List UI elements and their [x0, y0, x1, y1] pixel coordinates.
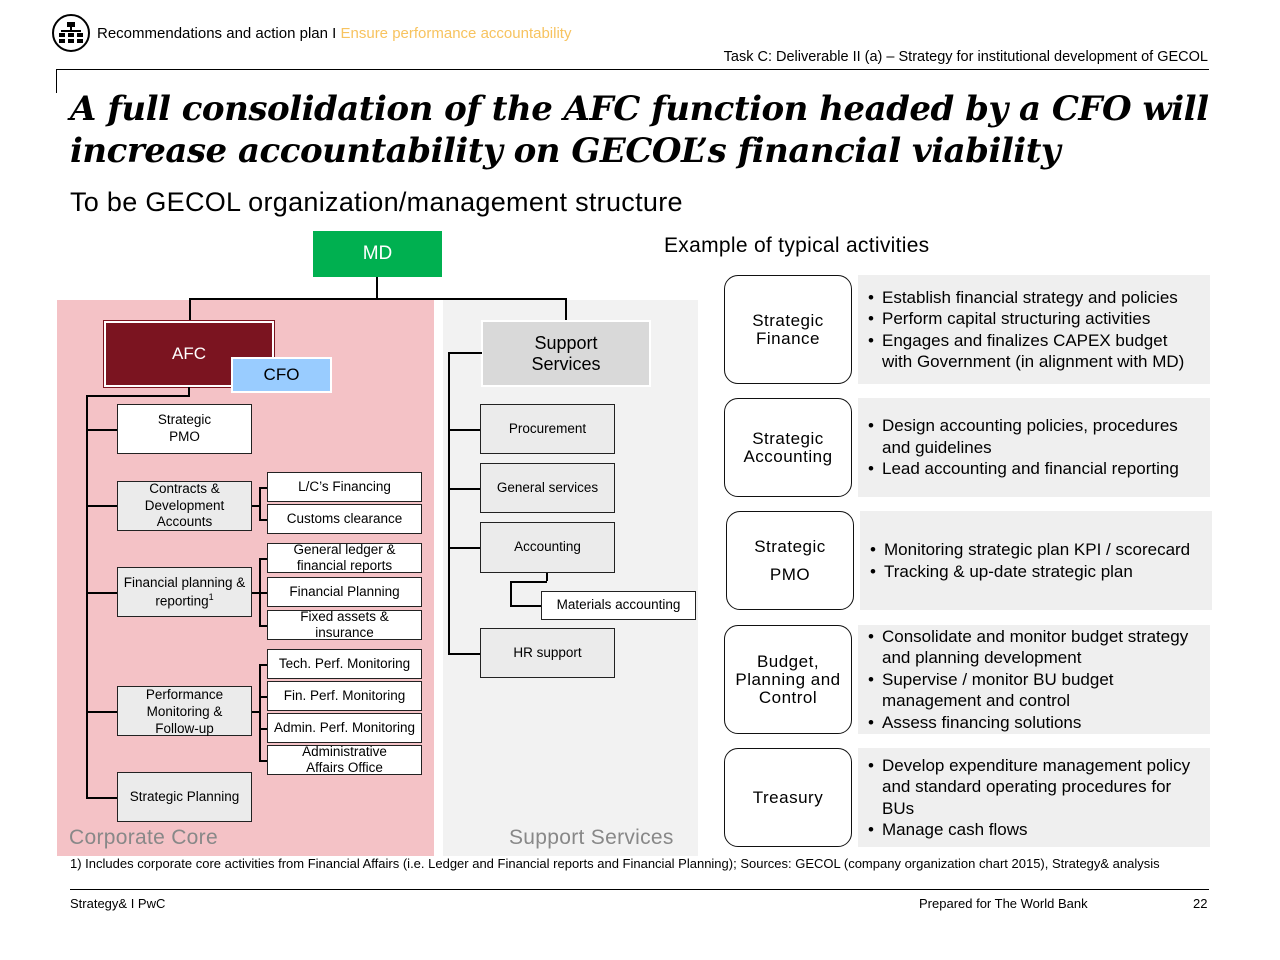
- activity-box-strategic-finance: [858, 275, 1210, 384]
- activity-item: • Tracking & up-date strategic plan: [870, 561, 1190, 583]
- financial-planning-reporting-box: [117, 567, 252, 617]
- header-breadcrumb: [97, 25, 571, 42]
- activity-list: [868, 755, 1200, 841]
- general-ledger-box: General ledger & financial reports: [267, 543, 422, 573]
- footer-left: Strategy& I PwC: [70, 896, 166, 911]
- fixed-assets-box: Fixed assets & insurance: [267, 610, 422, 640]
- general-services-box: General services: [480, 463, 615, 513]
- hr-support-box: HR support: [480, 628, 615, 678]
- performance-monitoring-box: Performance Monitoring & Follow-up: [117, 686, 252, 736]
- strategic-planning-box: Strategic Planning: [117, 772, 252, 822]
- procurement-box: Procurement: [480, 404, 615, 454]
- activity-item: • Monitoring strategic plan KPI / scorecard: [870, 539, 1190, 561]
- category-strategic-pmo: Strategic PMO: [726, 511, 854, 610]
- support-services-label: Support Services: [509, 826, 674, 849]
- activity-item: • Develop expenditure management policy and standard operating procedures for BUs: [868, 755, 1200, 820]
- activity-box-budget-planning-control: [858, 625, 1210, 734]
- header-rule: [56, 69, 1209, 70]
- header-rule-tick: [56, 69, 57, 93]
- activity-item: • Establish financial strategy and policies: [868, 287, 1200, 309]
- activity-list: [868, 626, 1200, 734]
- activity-item: • Design accounting policies, procedures and guidelines: [868, 415, 1200, 458]
- activity-item: • Assess financing solutions: [868, 712, 1200, 734]
- md-box: MD: [313, 231, 442, 277]
- customs-clearance-box: Customs clearance: [267, 504, 422, 534]
- logo-icon: [52, 14, 90, 52]
- page-subtitle: To be GECOL organization/management structure: [70, 187, 683, 217]
- activity-item: • Manage cash flows: [868, 819, 1200, 841]
- activity-item: • Perform capital structuring activities: [868, 308, 1200, 330]
- category-strategic-accounting: Strategic Accounting: [724, 398, 852, 497]
- corporate-core-label: Corporate Core: [69, 826, 218, 849]
- activity-list: [868, 415, 1200, 480]
- lc-financing-box: L/C’s Financing: [267, 472, 422, 502]
- footnote: 1) Includes corporate core activities from Financial Affairs (i.e. Ledger and Financial reports and Financial Planning); Sources: GECOL (company organization chart 2015), Strategy& analysis: [70, 856, 1160, 871]
- activity-box-strategic-pmo: [860, 511, 1212, 610]
- tech-perf-monitoring-box: Tech. Perf. Monitoring: [267, 649, 422, 679]
- activity-list: [868, 287, 1200, 373]
- fin-perf-monitoring-box: Fin. Perf. Monitoring: [267, 681, 422, 711]
- contracts-box: Contracts & Development Accounts: [117, 481, 252, 531]
- activity-item: • Consolidate and monitor budget strategy and planning development: [868, 626, 1200, 669]
- footer-rule: [70, 889, 1209, 890]
- cfo-box: CFO: [231, 357, 332, 393]
- financial-planning-box: Financial Planning: [267, 577, 422, 607]
- materials-accounting-box: Materials accounting: [541, 591, 696, 620]
- footnote-marker: 1: [208, 591, 214, 602]
- activity-box-treasury: [858, 748, 1210, 847]
- activity-item: • Engages and finalizes CAPEX budget with Government (in alignment with MD): [868, 330, 1200, 373]
- page-title: A full consolidation of the AFC function headed by a CFO will increase accountability on GECOL’s financial viability: [70, 89, 1209, 171]
- header-task: Task C: Deliverable II (a) – Strategy for institutional development of GECOL: [723, 49, 1208, 65]
- admin-affairs-office-box: Administrative Affairs Office: [267, 745, 422, 775]
- header-separator: I: [332, 25, 337, 42]
- support-services-box: Support Services: [481, 320, 651, 387]
- admin-perf-monitoring-box: Admin. Perf. Monitoring: [267, 713, 422, 743]
- category-strategic-finance: Strategic Finance: [724, 275, 852, 384]
- category-treasury: Treasury: [724, 748, 852, 847]
- header-section: Recommendations and action plan: [97, 25, 328, 42]
- footer-center: Prepared for The World Bank: [919, 896, 1088, 911]
- activity-box-strategic-accounting: [858, 398, 1210, 497]
- activities-heading: Example of typical activities: [664, 234, 930, 257]
- financial-planning-reporting-label: Financial planning & reporting: [123, 575, 246, 609]
- afc-box: AFC: [104, 321, 274, 387]
- activity-item: • Lead accounting and financial reporting: [868, 458, 1200, 480]
- category-budget-planning-control: Budget, Planning and Control: [724, 625, 852, 734]
- org-chart-icon: [54, 16, 88, 50]
- accounting-box: Accounting: [480, 522, 615, 573]
- strategic-pmo-box: Strategic PMO: [117, 404, 252, 454]
- page-number: 22: [1193, 896, 1208, 911]
- activity-item: • Supervise / monitor BU budget management and control: [868, 669, 1200, 712]
- header-subsection: Ensure performance accountability: [340, 25, 572, 42]
- activity-list: [870, 539, 1190, 582]
